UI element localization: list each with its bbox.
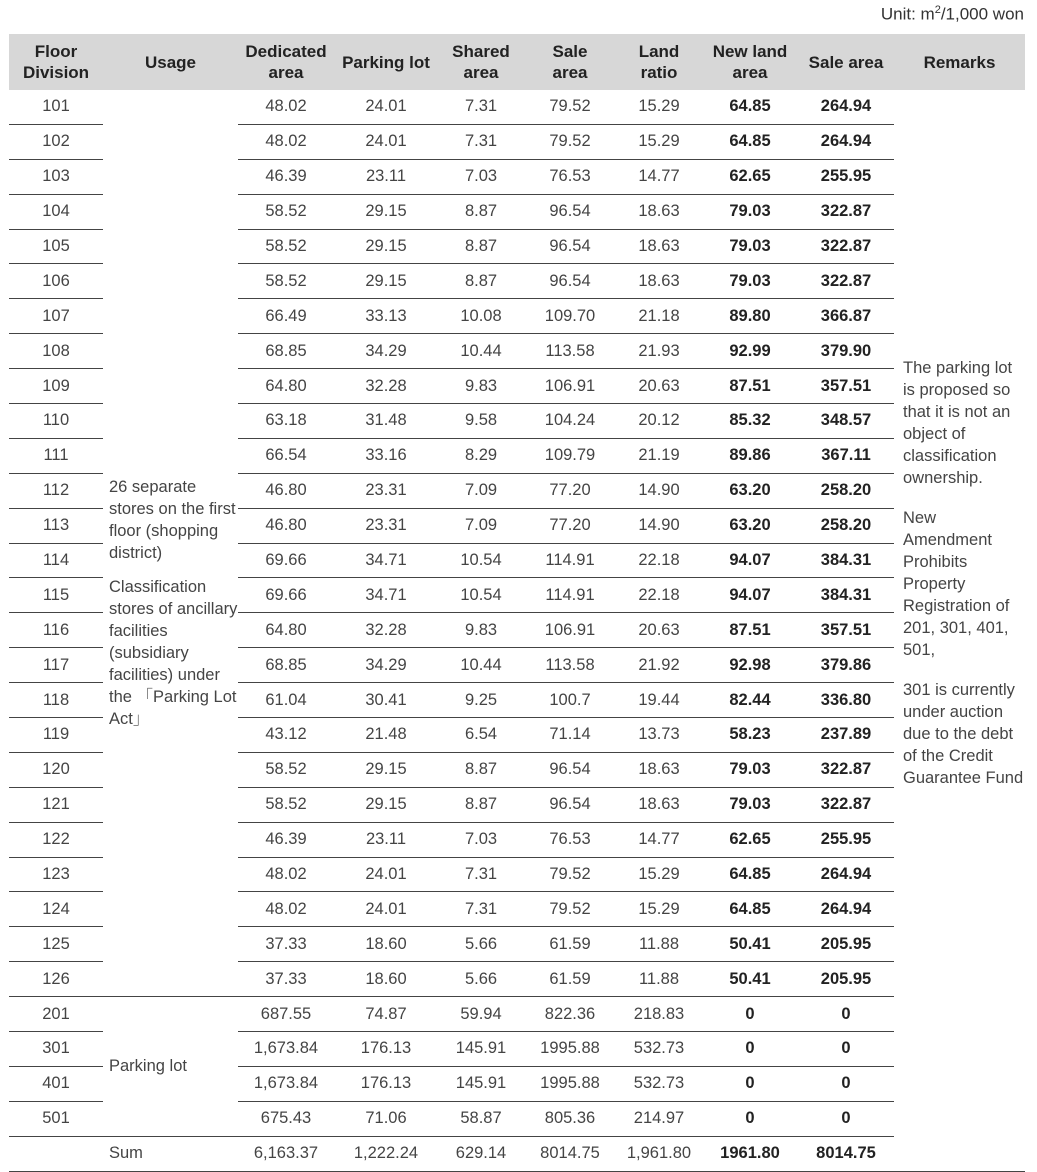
- parking-lot-cell: 24.01: [334, 90, 438, 124]
- dedicated-area-cell: 58.52: [238, 752, 334, 787]
- floor-division-cell: 201: [9, 997, 103, 1032]
- sale-area-total-cell: 357.51: [798, 369, 894, 404]
- shared-area-cell: 8.87: [438, 787, 524, 822]
- sale-area-cell: 96.54: [524, 264, 616, 299]
- new-land-area-cell: 64.85: [702, 892, 798, 927]
- sale-area-total-cell: 205.95: [798, 927, 894, 962]
- parking-lot-cell: 24.01: [334, 124, 438, 159]
- shared-area-cell: 7.03: [438, 822, 524, 857]
- shared-area-cell: 8.87: [438, 752, 524, 787]
- header-shared-area: Shared area: [438, 34, 524, 90]
- usage-ancillary-text: Classification stores of ancillary facilities (subsidiary facilities) under the 「Parking Lot Act」: [109, 578, 238, 729]
- header-parking-lot: Parking lot: [334, 34, 438, 90]
- parking-lot-cell: 29.15: [334, 194, 438, 229]
- new-land-area-cell: 0: [702, 1101, 798, 1136]
- unit-label: Unit: $m^2/1,000$ won: [880, 4, 1024, 24]
- floor-division-cell: 106: [9, 264, 103, 299]
- land-ratio-cell: 20.63: [616, 369, 702, 404]
- sale-area-cell: 79.52: [524, 857, 616, 892]
- land-ratio-cell: 21.92: [616, 648, 702, 683]
- sale-area-cell: 109.70: [524, 299, 616, 334]
- dedicated-area-cell: 46.39: [238, 822, 334, 857]
- sale-area-cell: 96.54: [524, 787, 616, 822]
- dedicated-area-cell: 48.02: [238, 124, 334, 159]
- land-ratio-cell: 14.77: [616, 159, 702, 194]
- land-ratio-cell: 532.73: [616, 1066, 702, 1101]
- sale-area-cell: 104.24: [524, 404, 616, 439]
- dedicated-area-cell: 687.55: [238, 997, 334, 1032]
- dedicated-area-cell: 46.80: [238, 508, 334, 543]
- dedicated-area-cell: 69.66: [238, 543, 334, 578]
- sale-area-total-cell: 379.90: [798, 334, 894, 369]
- shared-area-cell: 9.83: [438, 369, 524, 404]
- land-ratio-cell: 14.90: [616, 473, 702, 508]
- dedicated-area-cell: 58.52: [238, 787, 334, 822]
- floor-division-cell: 112: [9, 473, 103, 508]
- shared-area-cell: 7.09: [438, 508, 524, 543]
- shared-area-cell: 8.87: [438, 194, 524, 229]
- sale-area-cell: 114.91: [524, 578, 616, 613]
- sale-area-total-cell: 205.95: [798, 962, 894, 997]
- sale-area-total-cell: 322.87: [798, 752, 894, 787]
- new-land-area-cell: 89.80: [702, 299, 798, 334]
- table-row: [9, 90, 1025, 124]
- sale-area-cell: 79.52: [524, 90, 616, 124]
- dedicated-area-cell: 37.33: [238, 962, 334, 997]
- new-land-area-cell: 64.85: [702, 124, 798, 159]
- sum-label: Sum: [9, 1136, 238, 1171]
- dedicated-area-cell: 43.12: [238, 718, 334, 753]
- parking-lot-cell: 23.11: [334, 822, 438, 857]
- parking-lot-cell: 29.15: [334, 229, 438, 264]
- sale-area-cell: 113.58: [524, 648, 616, 683]
- shared-area-cell: 10.44: [438, 334, 524, 369]
- floor-division-cell: 102: [9, 124, 103, 159]
- new-land-area-cell: 79.03: [702, 752, 798, 787]
- land-ratio-cell: 15.29: [616, 90, 702, 124]
- new-land-area-cell: 63.20: [702, 508, 798, 543]
- sale-area-cell: 100.7: [524, 683, 616, 718]
- floor-division-cell: 122: [9, 822, 103, 857]
- shared-area-cell: 9.25: [438, 683, 524, 718]
- sale-area-total-cell: 336.80: [798, 683, 894, 718]
- parking-lot-cell: 29.15: [334, 787, 438, 822]
- dedicated-area-cell: 58.52: [238, 229, 334, 264]
- new-land-area-cell: 89.86: [702, 438, 798, 473]
- sale-area-total-cell: 0: [798, 997, 894, 1032]
- header-usage: Usage: [103, 34, 238, 90]
- sum-dedicated-area: 6,163.37: [238, 1136, 334, 1171]
- floor-division-cell: 124: [9, 892, 103, 927]
- shared-area-cell: 145.91: [438, 1066, 524, 1101]
- floor-division-cell: 501: [9, 1101, 103, 1136]
- header-sale-area-total: Sale area: [798, 34, 894, 90]
- parking-lot-cell: 32.28: [334, 613, 438, 648]
- land-ratio-cell: 14.77: [616, 822, 702, 857]
- sale-area-total-cell: 264.94: [798, 90, 894, 124]
- floor-division-cell: 119: [9, 718, 103, 753]
- parking-lot-cell: 23.31: [334, 473, 438, 508]
- floor-division-cell: 116: [9, 613, 103, 648]
- sale-area-cell: 61.59: [524, 927, 616, 962]
- header-land-ratio: Land ratio: [616, 34, 702, 90]
- land-ratio-cell: 21.19: [616, 438, 702, 473]
- dedicated-area-cell: 46.39: [238, 159, 334, 194]
- remark-p1: The parking lot is proposed so that it is not an object of classification ownership.: [903, 359, 1013, 488]
- sum-parking-lot: 1,222.24: [334, 1136, 438, 1171]
- land-ratio-cell: 20.12: [616, 404, 702, 439]
- dedicated-area-cell: 48.02: [238, 892, 334, 927]
- new-land-area-cell: 63.20: [702, 473, 798, 508]
- parking-lot-cell: 18.60: [334, 927, 438, 962]
- shared-area-cell: 7.31: [438, 90, 524, 124]
- sale-area-cell: 114.91: [524, 543, 616, 578]
- table-row: [9, 997, 1025, 1032]
- sale-area-total-cell: 367.11: [798, 438, 894, 473]
- new-land-area-cell: 79.03: [702, 229, 798, 264]
- dedicated-area-cell: 1,673.84: [238, 1032, 334, 1067]
- header-sale-area: Sale area: [524, 34, 616, 90]
- parking-lot-cell: 30.41: [334, 683, 438, 718]
- shared-area-cell: 8.29: [438, 438, 524, 473]
- sale-area-cell: 822.36: [524, 997, 616, 1032]
- sale-area-total-cell: 255.95: [798, 822, 894, 857]
- sale-area-total-cell: 357.51: [798, 613, 894, 648]
- sum-remarks-empty: [894, 1136, 1025, 1171]
- shared-area-cell: 7.03: [438, 159, 524, 194]
- dedicated-area-cell: 48.02: [238, 857, 334, 892]
- sum-row: [9, 1136, 1025, 1171]
- sale-area-cell: 76.53: [524, 159, 616, 194]
- dedicated-area-cell: 69.66: [238, 578, 334, 613]
- floor-division-cell: 110: [9, 404, 103, 439]
- land-ratio-cell: 15.29: [616, 857, 702, 892]
- sale-area-total-cell: 322.87: [798, 229, 894, 264]
- new-land-area-cell: 94.07: [702, 578, 798, 613]
- parking-lot-cell: 34.29: [334, 334, 438, 369]
- sale-area-total-cell: 348.57: [798, 404, 894, 439]
- new-land-area-cell: 0: [702, 997, 798, 1032]
- shared-area-cell: 7.09: [438, 473, 524, 508]
- dedicated-area-cell: 68.85: [238, 648, 334, 683]
- shared-area-cell: 58.87: [438, 1101, 524, 1136]
- sum-sale-area-total: 8014.75: [798, 1136, 894, 1171]
- floor-division-cell: 105: [9, 229, 103, 264]
- parking-lot-cell: 23.11: [334, 159, 438, 194]
- shared-area-cell: 8.87: [438, 229, 524, 264]
- parking-lot-cell: 24.01: [334, 857, 438, 892]
- new-land-area-cell: 62.65: [702, 159, 798, 194]
- dedicated-area-cell: 1,673.84: [238, 1066, 334, 1101]
- dedicated-area-cell: 48.02: [238, 90, 334, 124]
- parking-lot-cell: 34.71: [334, 578, 438, 613]
- sale-area-total-cell: 379.86: [798, 648, 894, 683]
- usage-parking-cell: Parking lot: [103, 997, 238, 1137]
- sale-area-total-cell: 0: [798, 1101, 894, 1136]
- new-land-area-cell: 82.44: [702, 683, 798, 718]
- parking-lot-cell: 21.48: [334, 718, 438, 753]
- shared-area-cell: 5.66: [438, 927, 524, 962]
- floor-division-cell: 123: [9, 857, 103, 892]
- new-land-area-cell: 79.03: [702, 787, 798, 822]
- land-ratio-cell: 18.63: [616, 787, 702, 822]
- sale-area-total-cell: 237.89: [798, 718, 894, 753]
- dedicated-area-cell: 37.33: [238, 927, 334, 962]
- new-land-area-cell: 79.03: [702, 264, 798, 299]
- shared-area-cell: 7.31: [438, 857, 524, 892]
- floor-division-cell: 125: [9, 927, 103, 962]
- sale-area-cell: 96.54: [524, 752, 616, 787]
- new-land-area-cell: 87.51: [702, 369, 798, 404]
- sum-shared-area: 629.14: [438, 1136, 524, 1171]
- land-ratio-cell: 532.73: [616, 1032, 702, 1067]
- shared-area-cell: 145.91: [438, 1032, 524, 1067]
- land-ratio-cell: 20.63: [616, 613, 702, 648]
- dedicated-area-cell: 66.49: [238, 299, 334, 334]
- land-ratio-cell: 18.63: [616, 194, 702, 229]
- sale-area-total-cell: 384.31: [798, 543, 894, 578]
- dedicated-area-cell: 66.54: [238, 438, 334, 473]
- dedicated-area-cell: 64.80: [238, 613, 334, 648]
- parking-lot-cell: 74.87: [334, 997, 438, 1032]
- land-ratio-cell: 22.18: [616, 543, 702, 578]
- sale-area-cell: 79.52: [524, 892, 616, 927]
- floor-division-cell: 108: [9, 334, 103, 369]
- sale-area-cell: 805.36: [524, 1101, 616, 1136]
- sale-area-cell: 77.20: [524, 508, 616, 543]
- parking-lot-cell: 33.13: [334, 299, 438, 334]
- new-land-area-cell: 79.03: [702, 194, 798, 229]
- sale-area-cell: 109.79: [524, 438, 616, 473]
- shared-area-cell: 10.54: [438, 543, 524, 578]
- land-ratio-cell: 22.18: [616, 578, 702, 613]
- new-land-area-cell: 94.07: [702, 543, 798, 578]
- new-land-area-cell: 64.85: [702, 90, 798, 124]
- land-ratio-cell: 21.18: [616, 299, 702, 334]
- sale-area-total-cell: 258.20: [798, 473, 894, 508]
- sale-area-total-cell: 255.95: [798, 159, 894, 194]
- sum-land-ratio: 1,961.80: [616, 1136, 702, 1171]
- sale-area-total-cell: 322.87: [798, 787, 894, 822]
- remark-p3: 301 is currently under auction due to the debt of the Credit Guarantee Fund: [903, 681, 1024, 788]
- dedicated-area-cell: 675.43: [238, 1101, 334, 1136]
- usage-stores-text: 26 separate stores on the first floor (shopping district): [109, 478, 236, 563]
- parking-lot-cell: 24.01: [334, 892, 438, 927]
- floor-division-cell: 401: [9, 1066, 103, 1101]
- dedicated-area-cell: 58.52: [238, 264, 334, 299]
- dedicated-area-cell: 64.80: [238, 369, 334, 404]
- sale-area-total-cell: 264.94: [798, 892, 894, 927]
- sale-area-cell: 96.54: [524, 194, 616, 229]
- floor-division-cell: 104: [9, 194, 103, 229]
- dedicated-area-cell: 58.52: [238, 194, 334, 229]
- sale-area-cell: 96.54: [524, 229, 616, 264]
- parking-lot-cell: 23.31: [334, 508, 438, 543]
- remarks-cell: [894, 90, 1025, 1136]
- land-ratio-cell: 11.88: [616, 962, 702, 997]
- land-ratio-cell: 214.97: [616, 1101, 702, 1136]
- parking-lot-cell: 29.15: [334, 752, 438, 787]
- shared-area-cell: 8.87: [438, 264, 524, 299]
- sale-area-total-cell: 366.87: [798, 299, 894, 334]
- sale-area-total-cell: 0: [798, 1066, 894, 1101]
- sale-area-cell: 71.14: [524, 718, 616, 753]
- floor-division-cell: 117: [9, 648, 103, 683]
- shared-area-cell: 6.54: [438, 718, 524, 753]
- floor-division-cell: 107: [9, 299, 103, 334]
- remark-p2: New Amendment Prohibits Property Registration of 201, 301, 401, 501,: [903, 509, 1010, 660]
- dedicated-area-cell: 46.80: [238, 473, 334, 508]
- shared-area-cell: 10.44: [438, 648, 524, 683]
- land-ratio-cell: 18.63: [616, 229, 702, 264]
- floor-division-cell: 113: [9, 508, 103, 543]
- dedicated-area-cell: 63.18: [238, 404, 334, 439]
- shared-area-cell: 9.83: [438, 613, 524, 648]
- parking-lot-cell: 32.28: [334, 369, 438, 404]
- shared-area-cell: 7.31: [438, 892, 524, 927]
- parking-lot-cell: 176.13: [334, 1066, 438, 1101]
- floor-division-cell: 103: [9, 159, 103, 194]
- floor-division-cell: 301: [9, 1032, 103, 1067]
- new-land-area-cell: 92.98: [702, 648, 798, 683]
- floor-division-cell: 121: [9, 787, 103, 822]
- sale-area-total-cell: 322.87: [798, 264, 894, 299]
- land-ratio-cell: 11.88: [616, 927, 702, 962]
- sale-area-cell: 106.91: [524, 613, 616, 648]
- new-land-area-cell: 92.99: [702, 334, 798, 369]
- sale-area-total-cell: 0: [798, 1032, 894, 1067]
- shared-area-cell: 10.08: [438, 299, 524, 334]
- header-new-land-area: New land area: [702, 34, 798, 90]
- dedicated-area-cell: 68.85: [238, 334, 334, 369]
- sale-area-total-cell: 264.94: [798, 857, 894, 892]
- land-ratio-cell: 14.90: [616, 508, 702, 543]
- sale-area-cell: 113.58: [524, 334, 616, 369]
- land-ratio-cell: 15.29: [616, 892, 702, 927]
- area-table: [9, 34, 1025, 1172]
- new-land-area-cell: 0: [702, 1032, 798, 1067]
- shared-area-cell: 10.54: [438, 578, 524, 613]
- sale-area-total-cell: 258.20: [798, 508, 894, 543]
- sale-area-cell: 79.52: [524, 124, 616, 159]
- new-land-area-cell: 64.85: [702, 857, 798, 892]
- sum-new-land-area: 1961.80: [702, 1136, 798, 1171]
- shared-area-cell: 7.31: [438, 124, 524, 159]
- land-ratio-cell: 19.44: [616, 683, 702, 718]
- land-ratio-cell: 218.83: [616, 997, 702, 1032]
- new-land-area-cell: 50.41: [702, 962, 798, 997]
- new-land-area-cell: 50.41: [702, 927, 798, 962]
- new-land-area-cell: 58.23: [702, 718, 798, 753]
- land-ratio-cell: 18.63: [616, 752, 702, 787]
- new-land-area-cell: 87.51: [702, 613, 798, 648]
- sale-area-total-cell: 384.31: [798, 578, 894, 613]
- sale-area-total-cell: 264.94: [798, 124, 894, 159]
- sale-area-cell: 77.20: [524, 473, 616, 508]
- floor-division-cell: 120: [9, 752, 103, 787]
- parking-lot-cell: 176.13: [334, 1032, 438, 1067]
- parking-lot-cell: 34.71: [334, 543, 438, 578]
- parking-lot-cell: 18.60: [334, 962, 438, 997]
- land-ratio-cell: 15.29: [616, 124, 702, 159]
- new-land-area-cell: 0: [702, 1066, 798, 1101]
- sale-area-cell: 106.91: [524, 369, 616, 404]
- header-remarks: Remarks: [894, 34, 1025, 90]
- header-row: [9, 34, 1025, 90]
- new-land-area-cell: 85.32: [702, 404, 798, 439]
- floor-division-cell: 126: [9, 962, 103, 997]
- floor-division-cell: 115: [9, 578, 103, 613]
- dedicated-area-cell: 61.04: [238, 683, 334, 718]
- sale-area-total-cell: 322.87: [798, 194, 894, 229]
- land-ratio-cell: 18.63: [616, 264, 702, 299]
- parking-lot-cell: 34.29: [334, 648, 438, 683]
- floor-division-cell: 114: [9, 543, 103, 578]
- sale-area-cell: 1995.88: [524, 1032, 616, 1067]
- sale-area-cell: 61.59: [524, 962, 616, 997]
- shared-area-cell: 9.58: [438, 404, 524, 439]
- floor-division-cell: 111: [9, 438, 103, 473]
- floor-division-cell: 101: [9, 90, 103, 124]
- parking-lot-cell: 31.48: [334, 404, 438, 439]
- land-ratio-cell: 13.73: [616, 718, 702, 753]
- usage-stores-cell: [103, 90, 238, 997]
- floor-division-cell: 109: [9, 369, 103, 404]
- parking-lot-cell: 71.06: [334, 1101, 438, 1136]
- new-land-area-cell: 62.65: [702, 822, 798, 857]
- sum-sale-area: 8014.75: [524, 1136, 616, 1171]
- header-dedicated-area: Dedicated area: [238, 34, 334, 90]
- parking-lot-cell: 29.15: [334, 264, 438, 299]
- floor-division-cell: 118: [9, 683, 103, 718]
- shared-area-cell: 59.94: [438, 997, 524, 1032]
- parking-lot-cell: 33.16: [334, 438, 438, 473]
- header-floor-division: Floor Division: [9, 34, 103, 90]
- sale-area-cell: 1995.88: [524, 1066, 616, 1101]
- sale-area-cell: 76.53: [524, 822, 616, 857]
- shared-area-cell: 5.66: [438, 962, 524, 997]
- land-ratio-cell: 21.93: [616, 334, 702, 369]
